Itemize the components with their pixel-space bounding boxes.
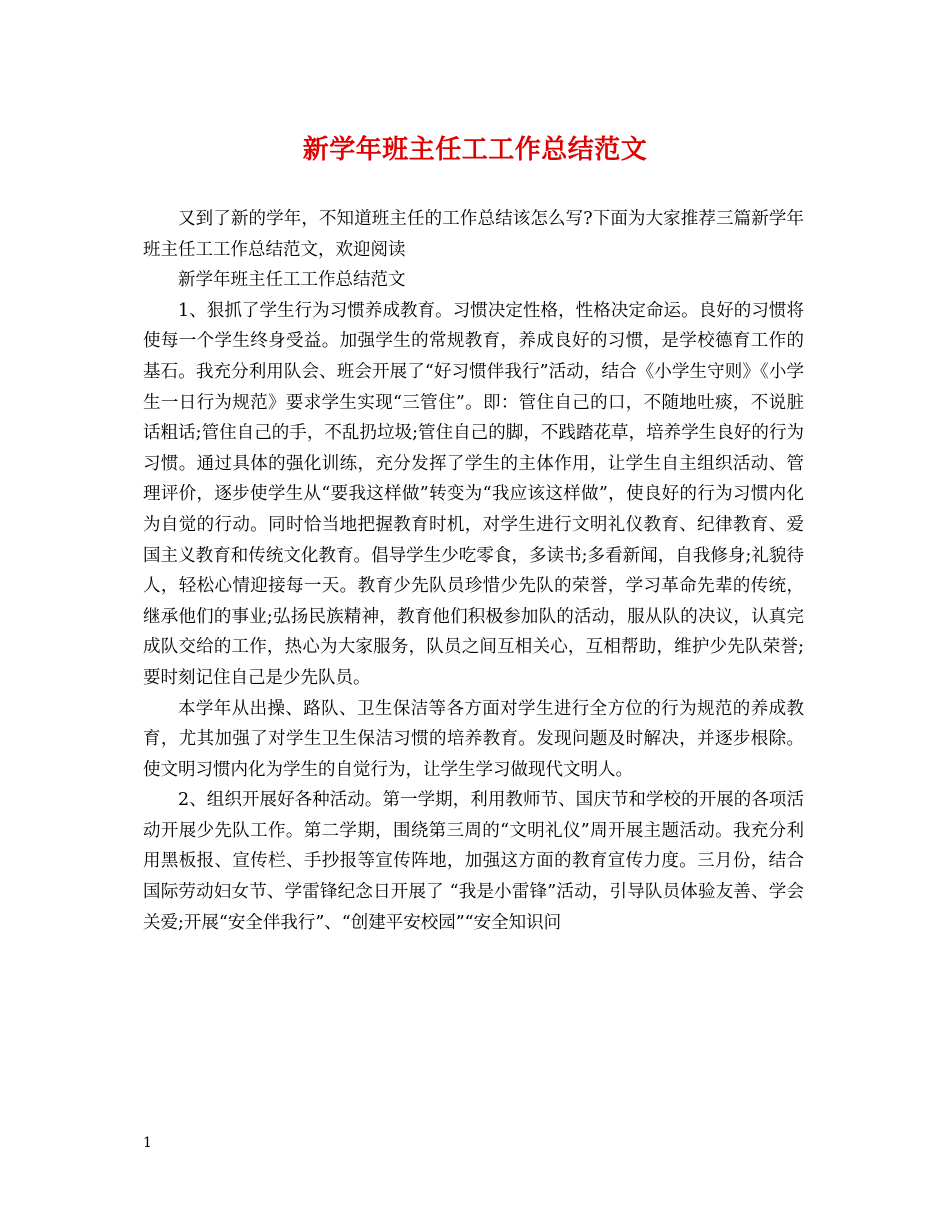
body-paragraph: 2、组织开展好各种活动。第一学期，利用教师节、国庆节和学校的开展的各项活动开展少先队工作。第二学期，围绕第三周的“文明礼仪”周开展主题活动。我充分利用黑板报、宣传栏、手抄报等宣传阵地，加强这方面的教育宣传力度。三月份，结合国际劳动妇女节、学雷锋纪念日开展了 “我是小雷锋”活动，引导队员体验友善、学会关爱;开展“安全伴我行”、“创建平安校园”“安全知识问: [143, 790, 804, 933]
section-heading: 新学年班主任工工作总结范文: [178, 270, 406, 291]
body-paragraph: 本学年从出操、路队、卫生保洁等各方面对学生进行全方位的行为规范的养成教育，尤其加强了对学生卫生保洁习惯的培养教育。发现问题及时解决，并逐步根除。使文明习惯内化为学生的自觉行为，让学生学习做现代文明人。: [143, 698, 804, 780]
document-body: [143, 204, 804, 938]
body-paragraph: 1、狠抓了学生行为习惯养成教育。习惯决定性格，性格决定命运。良好的习惯将使每一个学生终身受益。加强学生的常规教育，养成良好的习惯，是学校德育工作的基石。我充分利用队会、班会开展了“好习惯伴我行”活动，结合《小学生守则》《小学生一日行为规范》要求学生实现“三管住”。即：管住自己的口，不随地吐痰，不说脏话粗话;管住自己的手，不乱扔垃圾;管住自己的脚，不践踏花草，培养学生良好的行为习惯。通过具体的强化训练，充分发挥了学生的主体作用，让学生自主组织活动、管理评价，逐步使学生从“要我这样做”转变为“我应该这样做”，使良好的行为习惯内化为自觉的行动。同时恰当地把握教育时机，对学生进行文明礼仪教育、纪律教育、爱国主义教育和传统文化教育。倡导学生少吃零食，多读书;多看新闻，自我修身;礼貌待人，轻松心情迎接每一天。教育少先队员珍惜少先队的荣誉，学习革命先辈的传统，继承他们的事业;弘扬民族精神，教育他们积极参加队的活动，服从队的决议，认真完成队交给的工作，热心为大家服务，队员之间互相关心，互相帮助，维护少先队荣誉;要时刻记住自己是少先队员。: [143, 300, 804, 688]
page-number: 1: [143, 1135, 152, 1151]
intro-paragraph: 又到了新的学年，不知道班主任的工作总结该怎么写?下面为大家推荐三篇新学年班主任工工作总结范文，欢迎阅读: [143, 209, 804, 260]
document-title: 新学年班主任工工作总结范文: [302, 135, 648, 165]
